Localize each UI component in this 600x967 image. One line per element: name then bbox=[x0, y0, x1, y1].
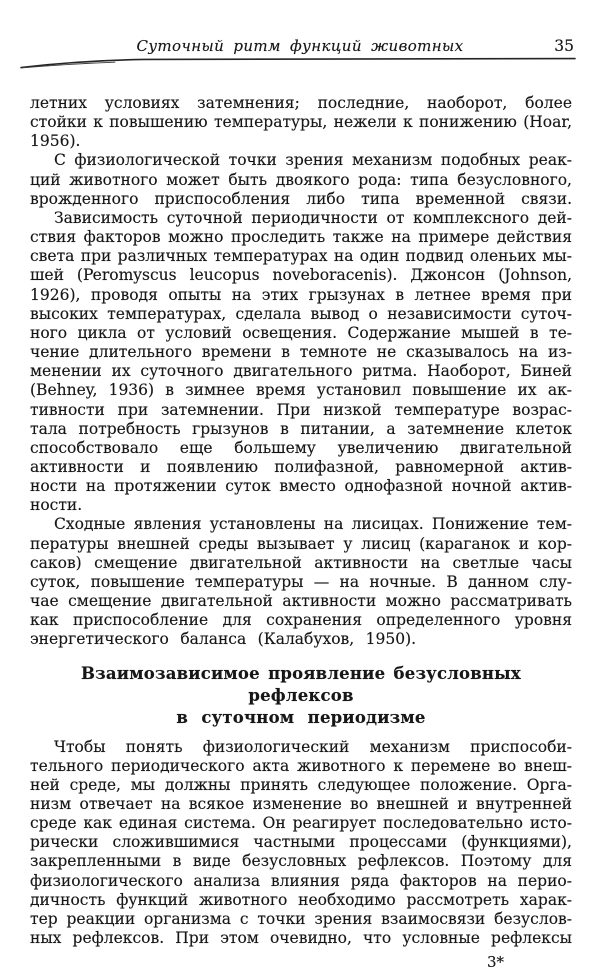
text-line: Сходные явления установлены на лисицах. Понижение тем- bbox=[54, 515, 572, 534]
page-number: 35 bbox=[554, 37, 574, 55]
text-line: дичность функций животного необходимо рассмотреть харак- bbox=[30, 890, 572, 909]
text-line: среде как единая система. Он реагирует последовательно исто- bbox=[30, 814, 572, 833]
text-line: врожденного приспособления либо типа временной связи. bbox=[30, 189, 572, 208]
text-line: рически сложившимися частными процессами (функциями), bbox=[30, 833, 572, 852]
text-line: тер реакции организма с точки зрения взаимосвязи безуслов- bbox=[30, 909, 572, 928]
text-line: Зависимость суточной периодичности от комплексного дей- bbox=[54, 208, 572, 227]
text-line: высоких температурах, сделала вывод о независимости суточ- bbox=[30, 304, 572, 323]
text-line: чение длительного времени в темноте не сказывалось на из- bbox=[30, 343, 572, 362]
header-rule bbox=[20, 57, 576, 69]
text-line: суток, повышение температуры — на ночные. В данном слу- bbox=[30, 572, 572, 591]
text-line: низм отвечает на всякое изменение во внешней и внутренней bbox=[30, 795, 572, 813]
paragraph bbox=[30, 515, 572, 649]
text-line: 1956). bbox=[30, 132, 81, 151]
text-line: закрепленными в виде безусловных рефлексов. Поэтому для bbox=[30, 852, 572, 871]
text-line: менении их суточного двигательного ритма. Наоборот, Биней bbox=[30, 362, 572, 381]
text-line: активности и появлению полифазной, равномерной актив- bbox=[30, 457, 572, 476]
text-line: тельного периодического акта животного к перемене во внеш- bbox=[30, 756, 572, 775]
text-line: тала потребность грызунов в питании, а затемнение клеток bbox=[30, 419, 572, 438]
text-line: С физиологической точки зрения механизм подобных реак- bbox=[54, 151, 572, 170]
section-heading-line: в суточном периодизме bbox=[176, 707, 426, 727]
text-line: летних условиях затемнения; последние, наоборот, более bbox=[30, 94, 572, 112]
text-line: ций животного может быть двоякого рода: типа безусловного, bbox=[30, 170, 572, 189]
text-line: физиологического анализа влияния ряда факторов на перио- bbox=[30, 871, 572, 890]
text-line: ствия факторов можно проследить также на примере действия bbox=[30, 228, 572, 247]
paragraph bbox=[30, 209, 572, 516]
signature-mark: 3* bbox=[486, 953, 504, 967]
text-line: тивности при затемнении. При низкой температуре возрас- bbox=[30, 400, 572, 419]
page-footer bbox=[0, 953, 504, 967]
section-heading bbox=[30, 663, 572, 729]
text-line: ных рефлексов. При этом очевидно, что условные рефлексы bbox=[30, 929, 572, 948]
text-line: чае смещение двигательной активности можно рассматривать bbox=[30, 592, 572, 611]
text-line: ности на протяжении суток вместо однофазной ночной актив- bbox=[30, 477, 572, 496]
text-line: как приспособление для сохранения определенного уровня bbox=[30, 611, 572, 630]
text-line: ности. bbox=[30, 496, 83, 515]
text-column bbox=[30, 94, 572, 948]
text-line: (Behney, 1936) в зимнее время установил повышение их ак- bbox=[30, 381, 572, 400]
text-line: Чтобы понять физиологический механизм приспособи- bbox=[54, 737, 572, 756]
text-line: энергетического баланса (Калабухов, 1950). bbox=[30, 630, 417, 649]
paragraph bbox=[30, 738, 572, 949]
text-line: саков) смещение двигательной активности на светлые часы bbox=[30, 553, 572, 572]
running-head: Суточный ритм функций животных bbox=[136, 37, 464, 55]
page-header bbox=[30, 37, 574, 55]
section-heading-line: Взаимозависимое проявление безусловных рефлексов bbox=[81, 663, 521, 705]
text-line: 1926), проводя опыты на этих грызунах в летнее время при bbox=[30, 285, 572, 304]
text-line: способствовало еще большему увеличению двигательной bbox=[30, 438, 572, 457]
text-line: ного цикла от условий освещения. Содержание мышей в те- bbox=[30, 323, 572, 342]
paragraph bbox=[30, 151, 572, 208]
text-line: ней среде, мы должны принять следующее положение. Орга- bbox=[30, 775, 572, 794]
text-line: шей (Peromyscus leucopus noveboracenis). Джонсон (Johnson, bbox=[30, 266, 572, 285]
paragraph bbox=[30, 94, 572, 151]
text-line: пературы внешней среды вызывает у лисиц (караганок и кор- bbox=[30, 534, 572, 553]
text-line: стойки к повышению температуры, нежели к понижению (Hoar, bbox=[30, 113, 572, 132]
text-line: света при различных температурах на один подвид оленьих мы- bbox=[30, 247, 572, 266]
